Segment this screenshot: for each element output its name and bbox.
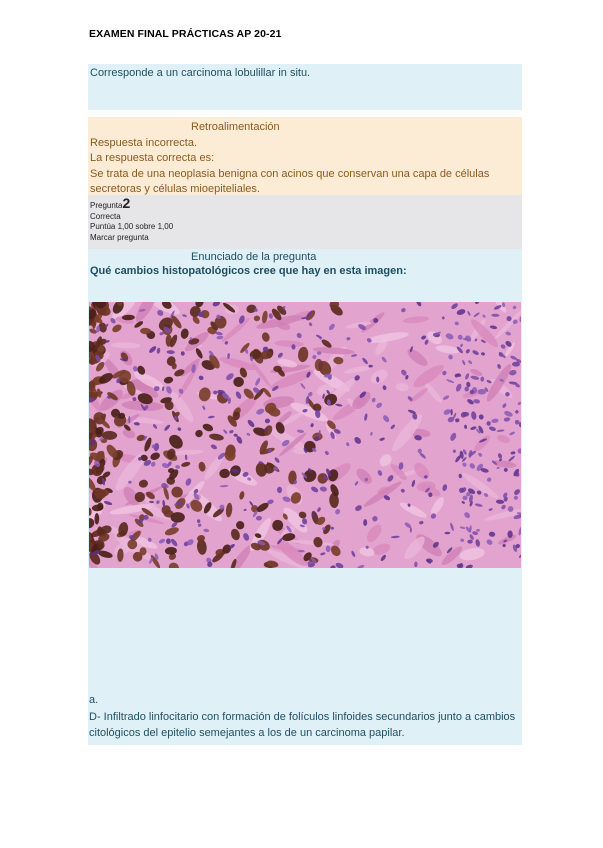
feedback-correct-label: La respuesta correcta es:	[90, 152, 215, 164]
question-status: Correcta	[90, 211, 121, 221]
feedback-title: Retroalimentación	[191, 121, 280, 133]
question-number-value: 2	[122, 195, 131, 211]
document-header: EXAMEN FINAL PRÁCTICAS AP 20-21	[89, 28, 282, 40]
feedback-box	[88, 117, 522, 195]
selected-answer-box	[88, 64, 522, 110]
feedback-correct-answer: Se trata de una neoplasia benigna con acinos que conservan una capa de células secretoras y células mioepiteliales.	[90, 167, 490, 195]
question-info-box	[88, 195, 522, 249]
question-label: Pregunta	[90, 201, 123, 210]
option-a-letter[interactable]: a.	[89, 694, 99, 706]
feedback-result: Respuesta incorrecta.	[90, 136, 197, 149]
question-score: Puntúa 1,00 sobre 1,00	[90, 222, 174, 231]
selected-answer-text: Corresponde a un carcinoma lobulillar in situ.	[90, 67, 311, 79]
option-a-text[interactable]: D- Infiltrado linfocitario con formación de folículos linfoides secundarios junto a cambios citológicos del epitelio semejantes a los de un carcinoma papilar.	[89, 711, 516, 739]
question-number	[90, 195, 520, 212]
histology-image	[89, 302, 521, 568]
question-title: Enunciado de la pregunta	[191, 251, 317, 263]
question-text: Qué cambios histopatológicos cree que hay en esta imagen:	[90, 265, 407, 277]
flag-question-link[interactable]: Marcar pregunta	[90, 232, 149, 242]
